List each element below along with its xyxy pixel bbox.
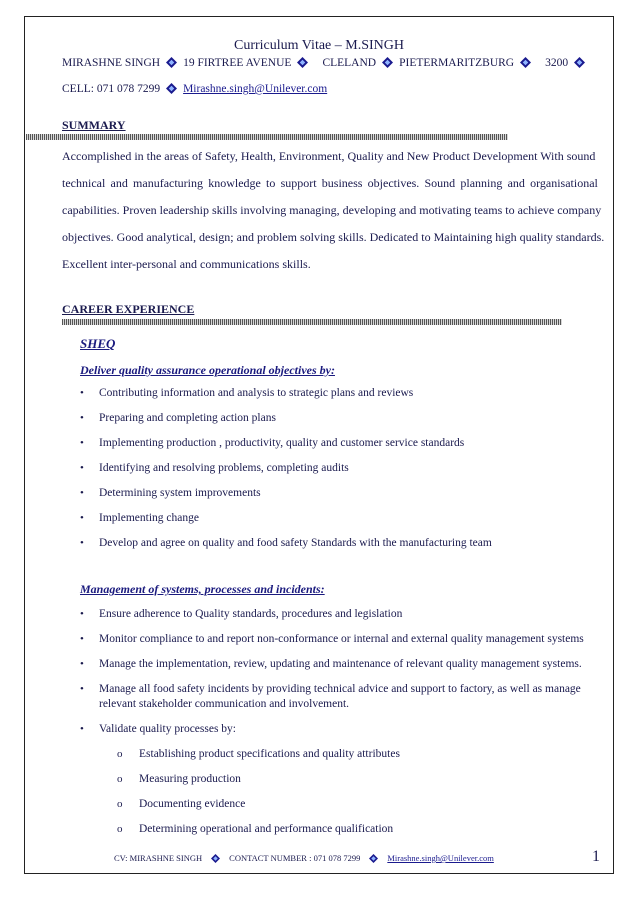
bullet-icon: • [80,387,84,399]
page-footer [114,853,494,865]
group-title: Deliver quality assurance operational objectives by: [80,363,335,377]
bullet-icon: • [80,512,84,524]
section-divider [26,134,508,140]
section-title-sheq: SHEQ [80,336,116,351]
bullet-icon: • [80,462,84,474]
circle-bullet-icon: o [117,798,123,810]
bullet-icon: • [80,437,84,449]
summary-line: objectives. Good analytical, design; and problem solving skills. Dedicated to Maintaining high quality standards. [62,230,605,244]
name: MIRASHNE SINGH [62,57,161,70]
bullet-icon: • [80,412,84,424]
summary-line: capabilities. Proven leadership skills involving managing, developing and motivating teams to achieve company [62,203,602,217]
footer-email-link[interactable]: Mirashne.singh@Unilever.com [387,853,494,863]
address-suburb: CLELAND [322,57,377,70]
bullet-icon: • [80,537,84,549]
circle-bullet-icon: o [117,823,123,835]
diamond-bullet-icon [382,57,393,68]
career-heading: CAREER EXPERIENCE [62,302,195,316]
page-title: Curriculum Vitae – M.SINGH [234,38,404,53]
cell-line [62,83,327,96]
diamond-bullet-icon [520,57,531,68]
address-code: 3200 [545,57,569,70]
address-street: 19 FIRTREE AVENUE [183,57,292,70]
diamond-bullet-icon [297,57,308,68]
diamond-bullet-icon [166,83,177,94]
circle-bullet-icon: o [117,773,123,785]
bullet-icon: • [80,487,84,499]
bullet-icon: • [80,633,84,645]
address-city: PIETERMARITZBURG [399,57,515,70]
diamond-bullet-icon [369,854,378,863]
summary-heading: SUMMARY [62,118,126,132]
contact-line [62,57,591,70]
page-number: 1 [592,848,600,865]
section-divider [62,319,562,325]
bullet-icon: • [80,683,84,695]
cell-number: CELL: 071 078 7299 [62,83,161,96]
footer-contact: CONTACT NUMBER : 071 078 7299 [229,853,361,863]
bullet-icon: • [80,723,84,735]
diamond-bullet-icon [574,57,585,68]
summary-line: Accomplished in the areas of Safety, Health, Environment, Quality and New Product Development With sound [62,149,596,163]
email-link[interactable]: Mirashne.singh@Unilever.com [183,83,328,96]
bullet-icon: • [80,608,84,620]
diamond-bullet-icon [166,57,177,68]
bullet-icon: • [80,658,84,670]
summary-line: technical and manufacturing knowledge to support business objectives. Sound planning and organisational [62,176,598,190]
group-title: Management of systems, processes and incidents: [80,582,325,596]
summary-line: Excellent inter-personal and communications skills. [62,257,311,271]
diamond-bullet-icon [211,854,220,863]
circle-bullet-icon: o [117,748,123,760]
footer-cv-label: CV: MIRASHNE SINGH [114,853,203,863]
